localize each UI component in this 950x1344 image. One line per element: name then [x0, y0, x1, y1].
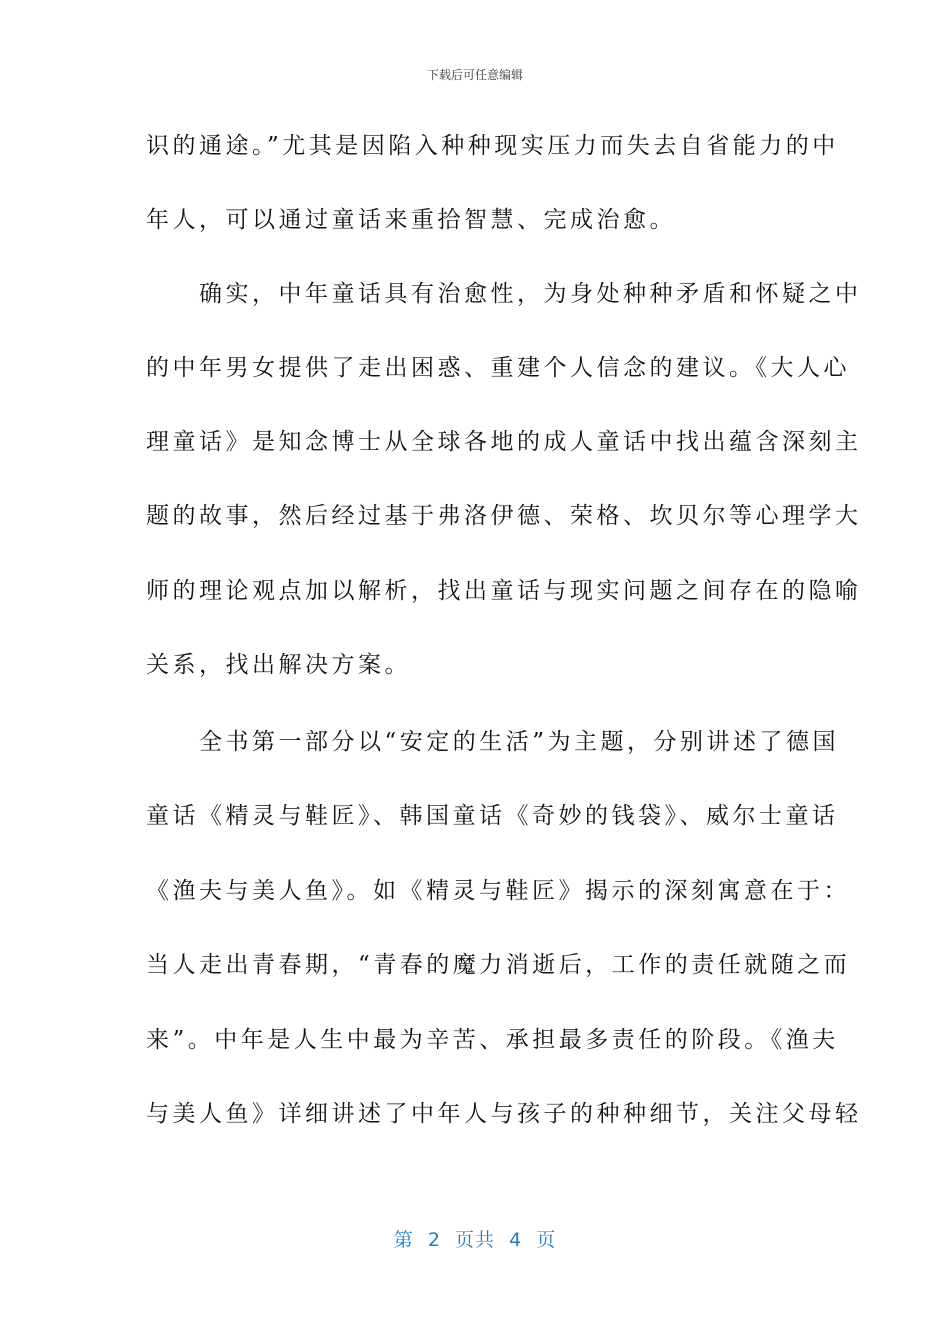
page-header-note: 下载后可任意编辑	[426, 68, 523, 82]
body-text-line: 识的通途。”尤其是因陷入种种现实压力而失去自省能力的中	[146, 133, 839, 159]
body-text-line: 当人走出青春期，“青春的魔力消逝后，工作的责任就随之而	[146, 952, 851, 978]
body-text-line: 与美人鱼》详细讲述了中年人与孩子的种种细节，关注父母轻	[146, 1101, 862, 1127]
body-text-line: 来”。中年是人生中最为辛苦、承担最多责任的阶段。《渔夫	[146, 1027, 839, 1053]
body-text-line: 《渔夫与美人鱼》。如《精灵与鞋匠》揭示的深刻寓意在于：	[146, 878, 850, 904]
body-text-line: 童话《精灵与鞋匠》、韩国童话《奇妙的钱袋》、威尔士童话	[146, 803, 839, 829]
body-text-line: 的中年男女提供了走出困惑、重建个人信念的建议。《大人心	[146, 355, 850, 381]
body-text-line: 理童话》是知念博士从全球各地的成人童话中找出蕴含深刻主	[146, 429, 862, 455]
body-text-line: 确实，中年童话具有治愈性，为身处种种矛盾和怀疑之中	[146, 281, 862, 307]
page-number-footer: 第 2 页共 4 页	[393, 1229, 557, 1251]
body-text-line: 题的故事，然后经过基于弗洛伊德、荣格、坎贝尔等心理学大	[146, 503, 862, 529]
body-text-line: 全书第一部分以“安定的生活”为主题，分别讲述了德国	[146, 729, 840, 755]
body-text-line: 关系，找出解决方案。	[146, 652, 411, 678]
body-text-line: 师的理论观点加以解析，找出童话与现实问题之间存在的隐喻	[146, 578, 862, 604]
body-text-line: 年人，可以通过童话来重拾智慧、完成治愈。	[146, 207, 676, 233]
